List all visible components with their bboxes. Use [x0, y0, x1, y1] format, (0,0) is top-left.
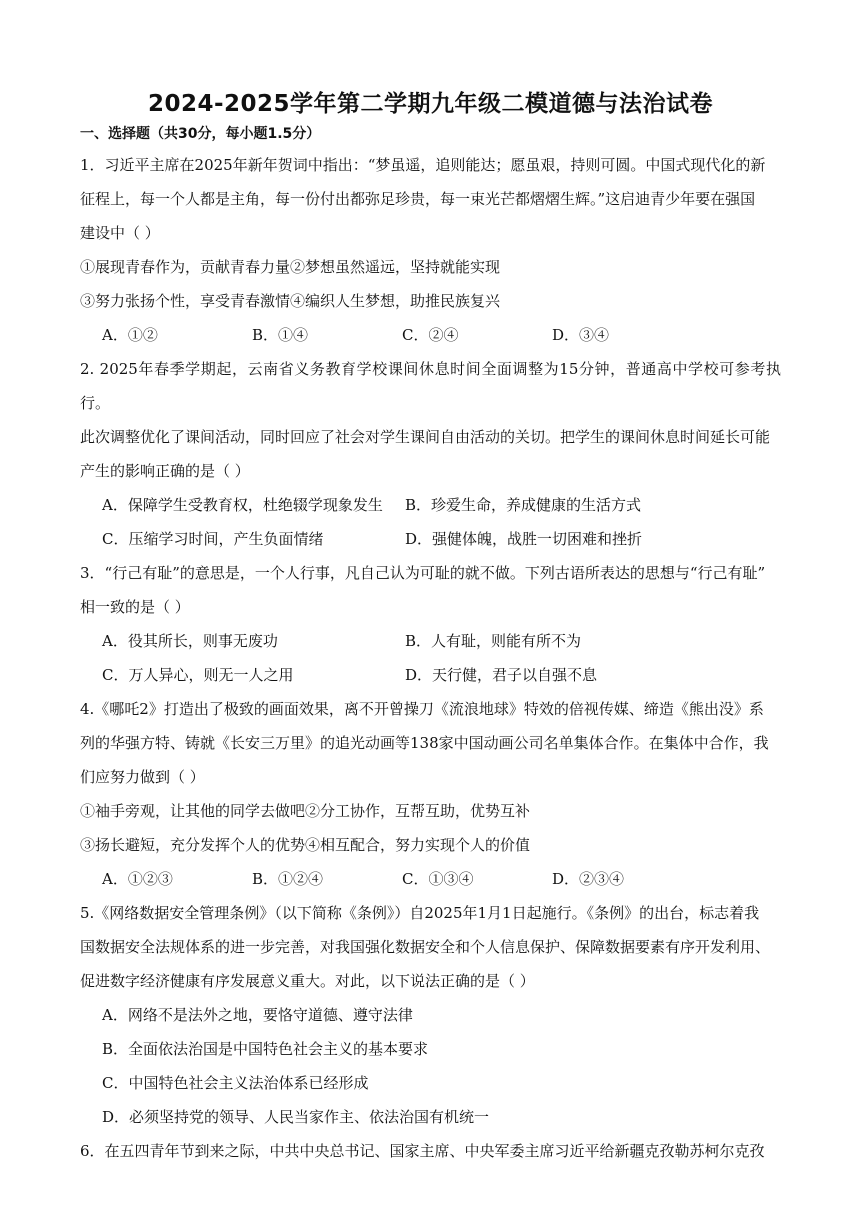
option-row: [80, 488, 781, 522]
option-b[interactable]: B．全面依法治国是中国特色社会主义的基本要求: [102, 1040, 429, 1058]
question-stem-line: 促进数字经济健康有序发展意义重大。对此，以下说法正确的是（ ）: [80, 972, 535, 990]
option-b[interactable]: B．①④: [252, 326, 309, 344]
option-a[interactable]: A．役其所长，则事无废功: [102, 632, 278, 650]
question-5: [80, 896, 781, 1134]
option-c[interactable]: C．压缩学习时间，产生负面情绪: [102, 530, 324, 548]
statement-line: ①袖手旁观，让其他的同学去做吧②分工协作，互帮互助，优势互补: [80, 802, 531, 820]
question-stem-line: 2. 2025年春季学期起，云南省义务教育学校课间休息时间全面调整为15分钟，普通高中学校可参考执行。: [80, 360, 781, 412]
question-stem-line: 征程上，每一个人都是主角，每一份付出都弥足珍贵，每一束光芒都熠熠生辉。”这启迪青少年要在强国: [80, 190, 756, 208]
option-row: [80, 318, 781, 352]
option-b[interactable]: B．珍爱生命，养成健康的生活方式: [405, 496, 642, 514]
question-stem-line: 列的华强方特、铸就《长安三万里》的追光动画等138家中国动画公司名单集体合作。在集体中合作，我: [80, 734, 769, 752]
question-stem-line: 4.《哪吒2》打造出了极致的画面效果，离不开曾操刀《流浪地球》特效的倍视传媒、缔造《熊出没》系: [80, 700, 764, 718]
option-a[interactable]: A．网络不是法外之地，要恪守道德、遵守法律: [102, 1006, 413, 1024]
question-stem-line: 此次调整优化了课间活动，同时回应了社会对学生课间自由活动的关切。把学生的课间休息时间延长可能: [80, 428, 771, 446]
option-d[interactable]: D．强健体魄，战胜一切困难和挫折: [405, 530, 643, 548]
statement-line: ③扬长避短，充分发挥个人的优势④相互配合，努力实现个人的价值: [80, 836, 531, 854]
question-stem-line: 国数据安全法规体系的进一步完善，对我国强化数据安全和个人信息保护、保障数据要素有序开发利用、: [80, 938, 771, 956]
question-stem-line: 1．习近平主席在2025年新年贺词中指出：“梦虽遥，追则能达；愿虽艰，持则可圆。中国式现代化的新: [80, 156, 766, 174]
question-stem-line: 建设中（ ）: [80, 224, 160, 242]
option-c[interactable]: C．万人异心，则无一人之用: [102, 666, 294, 684]
option-a[interactable]: A．保障学生受教育权，杜绝辍学现象发生: [102, 496, 383, 514]
question-stem-line: 6．在五四青年节到来之际，中共中央总书记、国家主席、中央军委主席习近平给新疆克孜勒苏柯尔克孜: [80, 1142, 765, 1160]
option-b[interactable]: B．①②④: [252, 870, 324, 888]
option-a[interactable]: A．①②③: [102, 870, 173, 888]
option-c[interactable]: C．②④: [402, 326, 459, 344]
question-3: [80, 556, 781, 692]
option-d[interactable]: D．②③④: [552, 870, 625, 888]
question-stem-line: 3．“行己有耻”的意思是，一个人行事，凡自己认为可耻的就不做。下列古语所表达的思想与“行己有耻”: [80, 564, 766, 582]
statement-line: ③努力张扬个性，享受青春激情④编织人生梦想，助推民族复兴: [80, 292, 501, 310]
question-stem-line: 5.《网络数据安全管理条例》（以下简称《条例》）自2025年1月1日起施行。《条例》的出台，标志着我: [80, 904, 760, 922]
section-heading: 一、选择题（共30分，每小题1.5分）: [80, 126, 321, 142]
question-stem-line: 们应努力做到（ ）: [80, 768, 205, 786]
question-1: [80, 148, 781, 352]
question-stem-line: 相一致的是（ ）: [80, 598, 190, 616]
option-d[interactable]: D．必须坚持党的领导、人民当家作主、依法治国有机统一: [102, 1108, 490, 1126]
option-row: [80, 862, 781, 896]
option-row: [80, 624, 781, 658]
option-d[interactable]: D．天行健，君子以自强不息: [405, 666, 598, 684]
exam-title: 2024-2025学年第二学期九年级二模道德与法治试卷: [147, 91, 714, 117]
option-b[interactable]: B．人有耻，则能有所不为: [405, 632, 582, 650]
option-row: [80, 522, 781, 556]
option-row: [80, 658, 781, 692]
statement-line: ①展现青春作为，贡献青春力量②梦想虽然遥远，坚持就能实现: [80, 258, 501, 276]
option-a[interactable]: A．①②: [102, 326, 158, 344]
question-stem-line: 产生的影响正确的是（ ）: [80, 462, 250, 480]
question-2: [80, 352, 781, 556]
question-6: [80, 1134, 781, 1168]
question-4: [80, 692, 781, 896]
option-c[interactable]: C．中国特色社会主义法治体系已经形成: [102, 1074, 369, 1092]
option-c[interactable]: C．①③④: [402, 870, 474, 888]
option-d[interactable]: D．③④: [552, 326, 610, 344]
